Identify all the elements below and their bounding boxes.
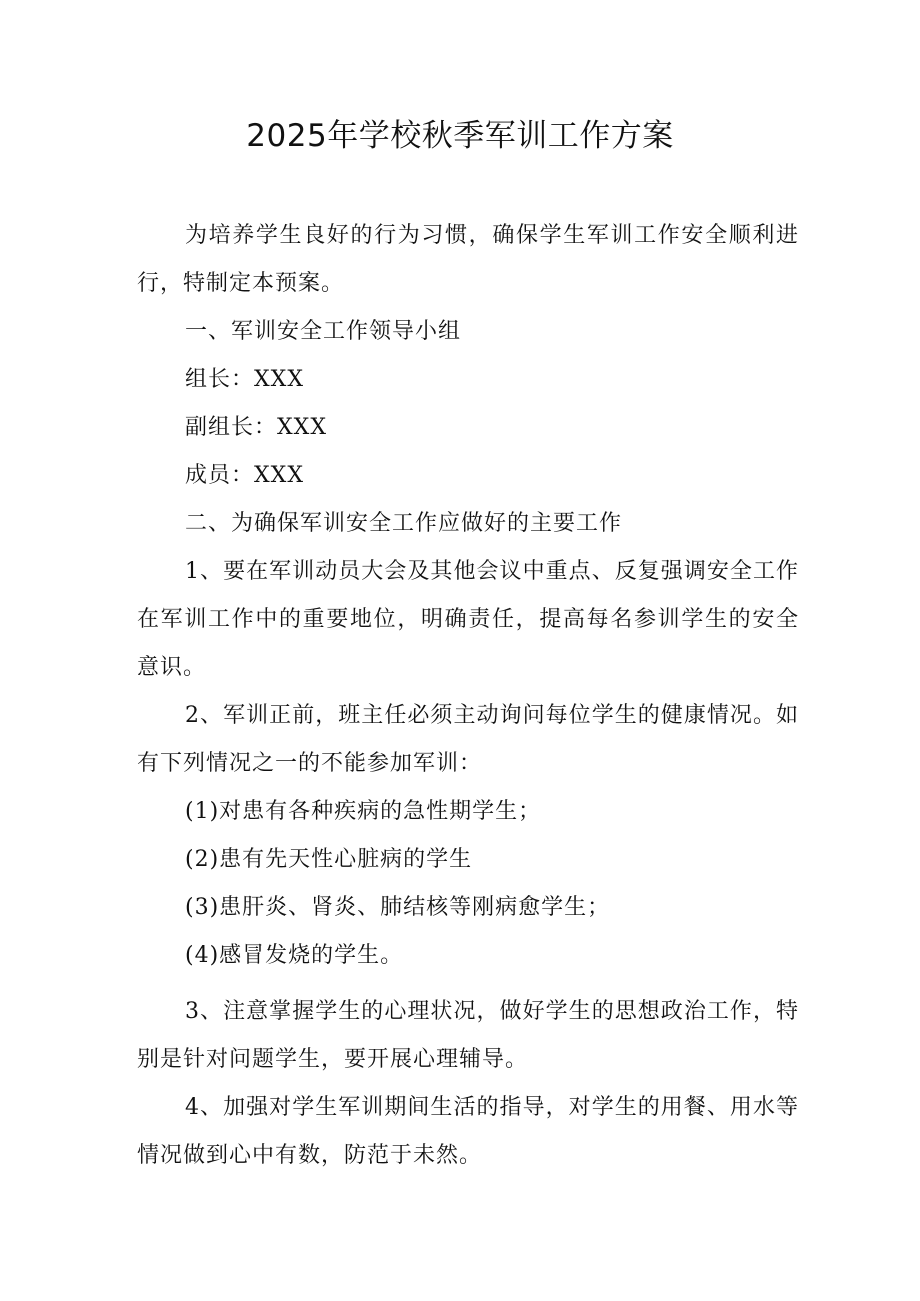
item-2-paragraph: 2、军训正前，班主任必须主动询问每位学生的健康情况。如有下列情况之一的不能参加军训： bbox=[137, 703, 799, 776]
item-1-paragraph: 1、要在军训动员大会及其他会议中重点、反复强调安全工作在军训工作中的重要地位，明确责任，提高每名参训学生的安全意识。 bbox=[137, 559, 799, 680]
document-title: 2025年学校秋季军训工作方案 bbox=[246, 118, 674, 154]
section-heading-1: 一、军训安全工作领导小组 bbox=[185, 319, 462, 344]
item-4-paragraph: 4、加强对学生军训期间生活的指导，对学生的用餐、用水等情况做到心中有数，防范于未然。 bbox=[137, 1095, 799, 1168]
subitem-2-line: (2)患有先天性心脏病的学生 bbox=[185, 847, 473, 872]
team-leader-line: 组长：XXX bbox=[185, 367, 304, 392]
deputy-leader-line: 副组长：XXX bbox=[185, 415, 327, 440]
members-line: 成员：XXX bbox=[185, 463, 304, 488]
intro-paragraph: 为培养学生良好的行为习惯，确保学生军训工作安全顺利进行，特制定本预案。 bbox=[137, 223, 799, 296]
item-3-paragraph: 3、注意掌握学生的心理状况，做好学生的思想政治工作，特别是针对问题学生，要开展心理辅导。 bbox=[137, 999, 799, 1072]
section-heading-2: 二、为确保军训安全工作应做好的主要工作 bbox=[185, 511, 623, 536]
subitem-3-line: (3)患肝炎、肾炎、肺结核等刚病愈学生； bbox=[185, 895, 611, 920]
subitem-1-line: (1)对患有各种疾病的急性期学生； bbox=[185, 799, 542, 824]
subitem-4-line: (4)感冒发烧的学生。 bbox=[185, 943, 404, 968]
